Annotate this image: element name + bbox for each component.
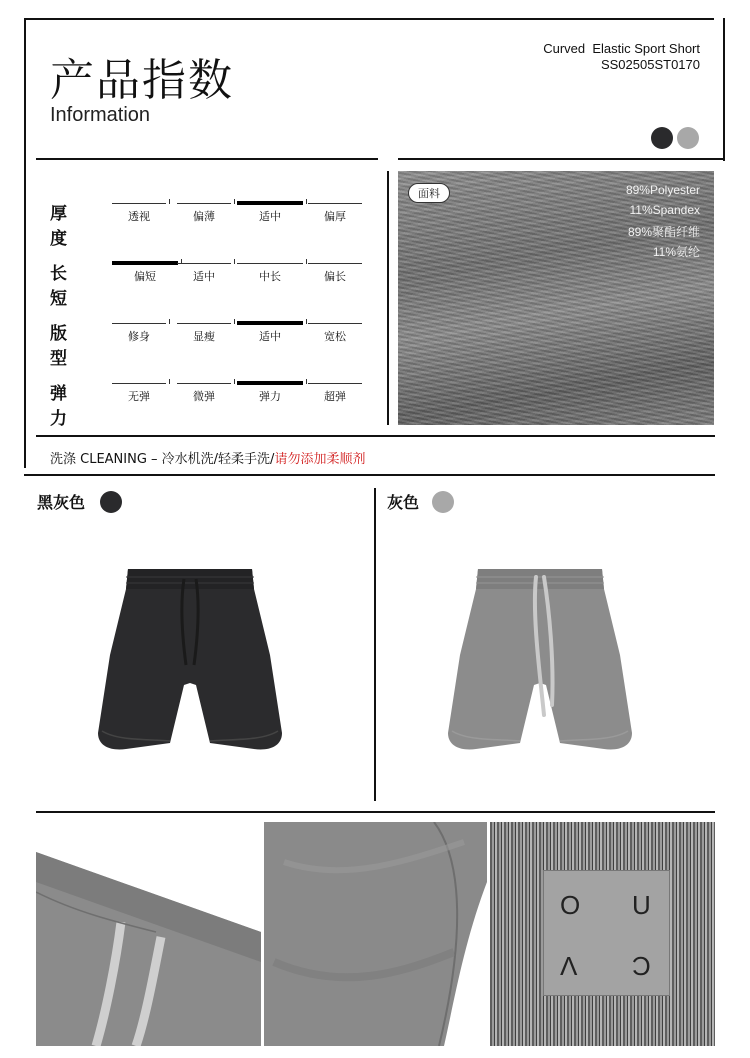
page-title: 产品指数 xyxy=(50,55,234,106)
index-tick xyxy=(234,259,235,264)
index-option xyxy=(308,323,362,343)
index-option-bar xyxy=(237,381,303,385)
index-tick xyxy=(234,379,235,384)
index-label: 版型 xyxy=(50,324,73,369)
index-option-bar xyxy=(112,261,178,265)
index-tick xyxy=(306,319,307,324)
page-subtitle: Information xyxy=(50,104,151,126)
index-option-label: 适中 xyxy=(259,210,281,223)
index-tick xyxy=(169,379,170,384)
fabric-swatch-image xyxy=(398,171,714,425)
index-option xyxy=(308,203,362,223)
index-option xyxy=(177,383,231,403)
index-option-bar xyxy=(112,323,166,324)
index-label: 厚度 xyxy=(50,204,73,249)
swatch-divider xyxy=(374,488,376,801)
index-option-selected xyxy=(112,263,178,283)
index-tick xyxy=(169,319,170,324)
index-option-label: 中长 xyxy=(259,270,281,283)
header-divider-left xyxy=(36,158,378,160)
index-option xyxy=(177,323,231,343)
grey-short-image xyxy=(448,565,632,755)
index-option-label: 超弹 xyxy=(324,390,346,403)
index-option-bar xyxy=(308,263,362,264)
index-option-label: 微弹 xyxy=(193,390,215,403)
index-option-label: 修身 xyxy=(128,330,150,343)
index-tick xyxy=(306,199,307,204)
index-option-label: 适中 xyxy=(259,330,281,343)
index-option-bar xyxy=(308,383,362,384)
product-name: Curved Elastic Sport Short xyxy=(543,41,700,56)
index-option-bar xyxy=(308,323,362,324)
index-option xyxy=(308,383,362,403)
logo-letter: C xyxy=(632,951,651,981)
index-option-label: 适中 xyxy=(193,270,215,283)
index-option-label: 偏薄 xyxy=(193,210,215,223)
index-option-label: 显瘦 xyxy=(193,330,215,343)
index-option xyxy=(112,323,166,343)
index-label: 弹力 xyxy=(50,384,73,429)
swatch-label-grey: 灰色 xyxy=(387,493,420,512)
top-border xyxy=(24,18,714,20)
index-option xyxy=(177,263,231,283)
details-divider xyxy=(36,811,715,813)
index-tick xyxy=(306,259,307,264)
index-option-selected xyxy=(237,383,303,403)
index-option xyxy=(112,203,166,223)
index-option-bar xyxy=(177,203,231,204)
cleaning-warning: 请勿添加柔顺剂 xyxy=(274,452,366,467)
index-label: 长短 xyxy=(50,264,73,309)
swatch-dot-grey xyxy=(432,491,454,513)
header-divider-right xyxy=(398,158,723,160)
index-option-label: 宽松 xyxy=(324,330,346,343)
detail-pocket xyxy=(264,822,487,1046)
index-option xyxy=(308,263,362,283)
index-tick xyxy=(234,319,235,324)
index-option-label: 无弹 xyxy=(128,390,150,403)
cleaning-top-line xyxy=(36,435,715,437)
left-border xyxy=(24,18,26,468)
composition-line: 11%Spandex xyxy=(629,203,700,217)
detail-waistband xyxy=(36,822,261,1046)
index-option-bar xyxy=(177,383,231,384)
index-tick xyxy=(234,199,235,204)
section-divider xyxy=(24,474,715,476)
index-option-label: 弹力 xyxy=(259,390,281,403)
index-option-bar xyxy=(237,263,303,264)
index-option-label: 偏厚 xyxy=(324,210,346,223)
index-option-bar xyxy=(112,383,166,384)
index-option-bar xyxy=(112,203,166,204)
dark-short-image xyxy=(98,565,282,755)
right-border xyxy=(723,18,725,161)
index-divider xyxy=(387,171,389,425)
index-option-bar xyxy=(237,321,303,325)
index-option-label: 偏短 xyxy=(134,270,156,283)
logo-letter: V xyxy=(560,951,578,981)
index-tick xyxy=(169,199,170,204)
index-option-selected xyxy=(237,323,303,343)
index-option xyxy=(112,383,166,403)
index-option-bar xyxy=(177,263,231,264)
color-dot-dark xyxy=(651,127,673,149)
index-option-bar xyxy=(308,203,362,204)
index-option-label: 透视 xyxy=(128,210,150,223)
swatch-dot-dark xyxy=(100,491,122,513)
color-dot-grey xyxy=(677,127,699,149)
composition-line: 89%Polyester xyxy=(625,183,700,197)
index-tick xyxy=(306,379,307,384)
composition-line: 89%聚酯纤维 xyxy=(627,225,700,239)
logo-letter: U xyxy=(632,890,651,920)
logo-letter: O xyxy=(560,890,581,920)
fabric-tag: 面料 xyxy=(408,183,450,203)
cleaning-text: 洗涤 CLEANING – 冷水机洗/轻柔手洗/ xyxy=(50,452,275,467)
index-option-bar xyxy=(177,323,231,324)
index-option xyxy=(237,263,303,283)
index-option-bar xyxy=(237,201,303,205)
swatch-label-dark: 黑灰色 xyxy=(37,493,86,512)
index-option xyxy=(177,203,231,223)
product-code: SS02505ST0170 xyxy=(600,57,700,72)
cleaning-instructions xyxy=(50,448,365,467)
composition-line: 11%氨纶 xyxy=(652,245,700,259)
detail-logo-patch xyxy=(490,822,715,1046)
index-option-selected xyxy=(237,203,303,223)
index-option-label: 偏长 xyxy=(324,270,346,283)
